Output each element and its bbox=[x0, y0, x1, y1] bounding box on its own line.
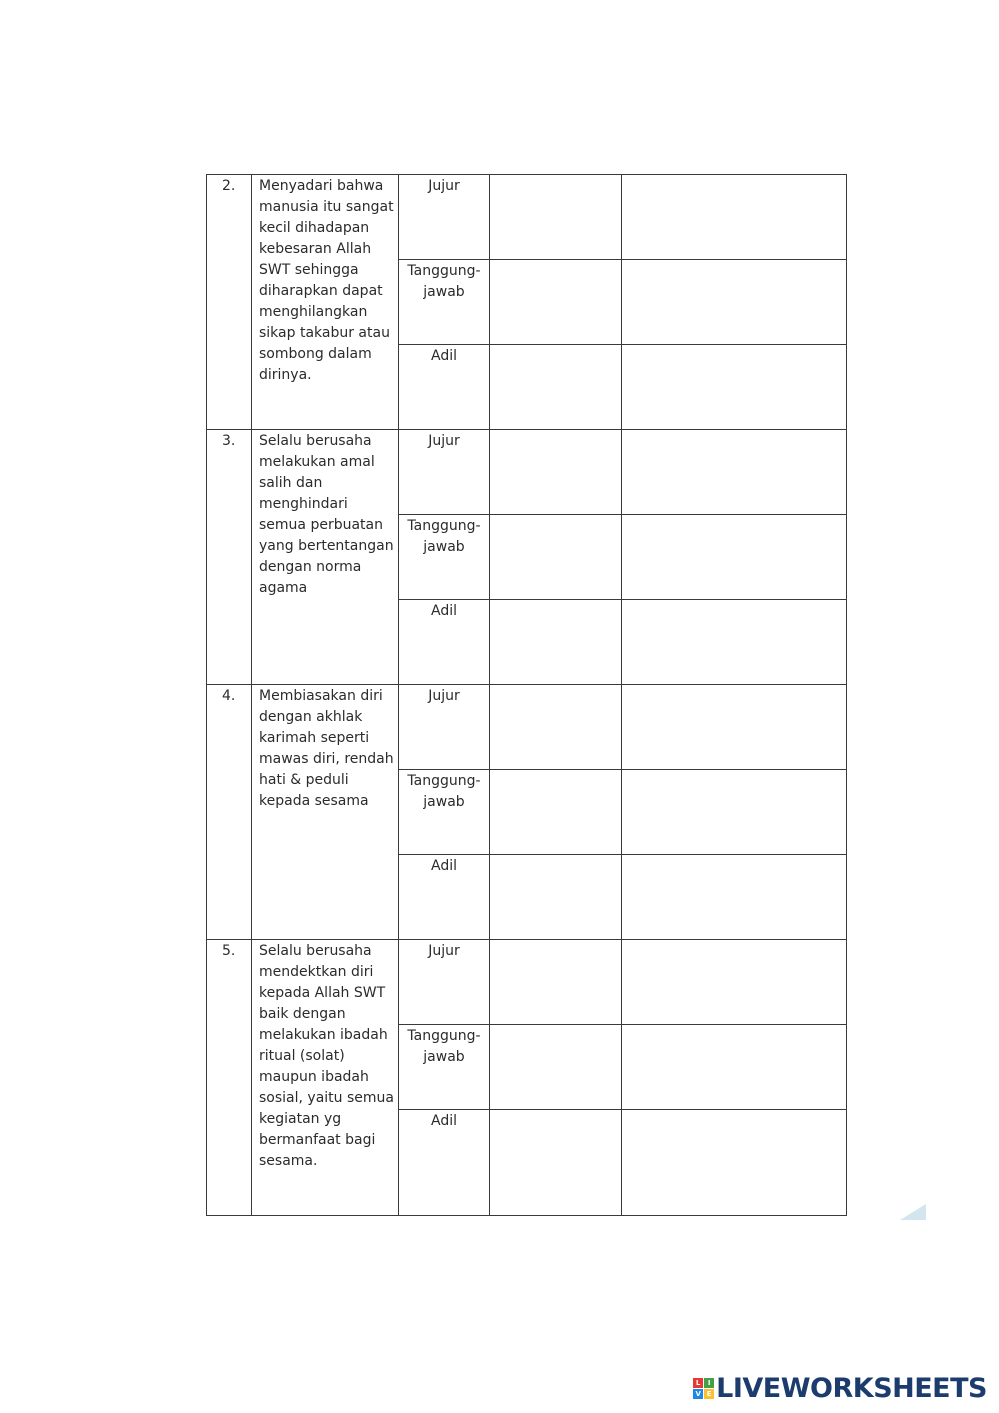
row-number: 2. bbox=[207, 175, 252, 430]
table-row bbox=[207, 430, 847, 515]
value-label-adil: Adil bbox=[399, 345, 490, 430]
brand-name: LIVEWORKSHEETS bbox=[716, 1373, 987, 1404]
row-description: Selalu berusaha melakukan amal salih dan menghindari semua perbuatan yang bertentangan dengan norma agama bbox=[252, 430, 399, 685]
table-row bbox=[207, 940, 847, 1025]
value-label-adil: Adil bbox=[399, 855, 490, 940]
answer-cell[interactable] bbox=[622, 855, 847, 940]
answer-cell[interactable] bbox=[490, 260, 622, 345]
answer-cell[interactable] bbox=[490, 175, 622, 260]
answer-cell[interactable] bbox=[622, 430, 847, 515]
answer-cell[interactable] bbox=[622, 770, 847, 855]
value-label-jujur: Jujur bbox=[399, 430, 490, 515]
value-label-line: Tanggung- bbox=[407, 518, 481, 534]
value-label-line: jawab bbox=[423, 794, 465, 810]
row-description: Membiasakan diri dengan akhlak karimah seperti mawas diri, rendah hati & peduli kepada sesama bbox=[252, 685, 399, 940]
value-label-line: Tanggung- bbox=[407, 263, 481, 279]
table-row bbox=[207, 175, 847, 260]
answer-cell[interactable] bbox=[490, 940, 622, 1025]
value-label-tanggung-jawab bbox=[399, 770, 490, 855]
value-label-tanggung-jawab bbox=[399, 515, 490, 600]
row-number: 3. bbox=[207, 430, 252, 685]
answer-cell[interactable] bbox=[622, 600, 847, 685]
answer-cell[interactable] bbox=[490, 685, 622, 770]
value-label-adil: Adil bbox=[399, 1110, 490, 1216]
answer-cell[interactable] bbox=[490, 770, 622, 855]
answer-cell[interactable] bbox=[622, 1110, 847, 1216]
logo-tile: E bbox=[704, 1389, 714, 1399]
answer-cell[interactable] bbox=[490, 345, 622, 430]
answer-cell[interactable] bbox=[622, 260, 847, 345]
logo-tile: I bbox=[704, 1378, 714, 1388]
worksheet bbox=[206, 174, 846, 1216]
answer-cell[interactable] bbox=[490, 515, 622, 600]
table-row bbox=[207, 685, 847, 770]
row-description: Selalu berusaha mendektkan diri kepada Allah SWT baik dengan melakukan ibadah ritual (solat) maupun ibadah sosial, yaitu semua kegiatan yg bermanfaat bagi sesama. bbox=[252, 940, 399, 1216]
value-label-adil: Adil bbox=[399, 600, 490, 685]
answer-cell[interactable] bbox=[490, 430, 622, 515]
answer-cell[interactable] bbox=[490, 855, 622, 940]
value-label-line: jawab bbox=[423, 1049, 465, 1065]
answer-cell[interactable] bbox=[622, 175, 847, 260]
value-label-jujur: Jujur bbox=[399, 940, 490, 1025]
answer-cell[interactable] bbox=[622, 1025, 847, 1110]
value-label-line: jawab bbox=[423, 539, 465, 555]
value-label-tanggung-jawab bbox=[399, 260, 490, 345]
answer-cell[interactable] bbox=[622, 685, 847, 770]
answer-cell[interactable] bbox=[622, 515, 847, 600]
value-label-line: Tanggung- bbox=[407, 773, 481, 789]
answer-cell[interactable] bbox=[490, 1110, 622, 1216]
value-label-line: jawab bbox=[423, 284, 465, 300]
value-label-jujur: Jujur bbox=[399, 175, 490, 260]
row-number: 4. bbox=[207, 685, 252, 940]
answer-cell[interactable] bbox=[622, 940, 847, 1025]
value-label-jujur: Jujur bbox=[399, 685, 490, 770]
answer-cell[interactable] bbox=[490, 1025, 622, 1110]
answer-cell[interactable] bbox=[490, 600, 622, 685]
answer-cell[interactable] bbox=[622, 345, 847, 430]
logo-mark-icon bbox=[693, 1378, 714, 1399]
logo-tile: L bbox=[693, 1378, 703, 1388]
row-description: Menyadari bahwa manusia itu sangat kecil dihadapan kebesaran Allah SWT sehingga diharapkan dapat menghilangkan sikap takabur atau sombong dalam dirinya. bbox=[252, 175, 399, 430]
row-number: 5. bbox=[207, 940, 252, 1216]
value-label-line: Tanggung- bbox=[407, 1028, 481, 1044]
logo-tile: V bbox=[693, 1389, 703, 1399]
corner-decoration bbox=[900, 1204, 926, 1220]
value-label-tanggung-jawab bbox=[399, 1025, 490, 1110]
worksheet-table bbox=[206, 174, 847, 1216]
liveworksheets-logo[interactable] bbox=[693, 1373, 987, 1404]
